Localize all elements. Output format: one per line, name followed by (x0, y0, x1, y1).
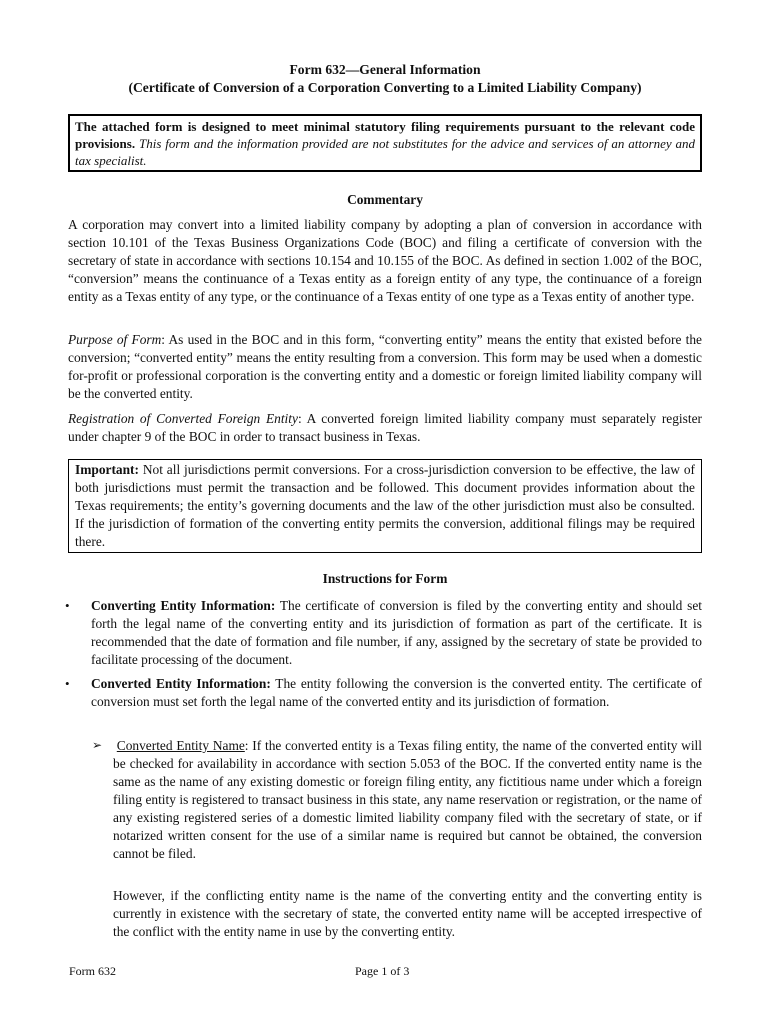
bullet-icon: • (65, 676, 70, 691)
form-title (68, 61, 702, 97)
instruction-bullet-converting (65, 597, 703, 669)
purpose-text: : As used in the BOC and in this form, “converting entity” means the entity that existed before the conversion; “converted entity” means the entity resulting from a conversion. This form may be used when a domestic for-profit or professional corporation is the converting entity and a domestic or foreign limited liability company will be the converted entity. (68, 332, 702, 401)
notice-italic-text: This form and the information provided are not substitutes for the advice and services of an attorney and tax specialist. (75, 136, 695, 168)
notice-box (68, 114, 702, 172)
bullet-icon: • (65, 598, 70, 613)
form-title-line1: Form 632—General Information (289, 62, 481, 77)
notice-bold-text: The attached form is designed to meet minimal statutory filing requirements pursuant to the relevant code provisions. (75, 119, 695, 151)
footer-page-number: Page 1 of 3 (355, 964, 410, 978)
converting-entity-text: The certificate of conversion is filed by the converting entity and should set forth the legal name of the converting entity and its jurisdiction of formation as part of the certificate. It is recommended that the date of formation and file number, if any, assigned by the secretary of state be provided to facilitate processing of the document. (91, 598, 703, 667)
arrow-bullet-icon: ➢ (92, 738, 103, 752)
converted-entity-name-label: Converted Entity Name (116, 738, 245, 753)
instruction-bullet-converted (65, 675, 702, 711)
converted-entity-label: Converted Entity Information: (91, 676, 271, 691)
conflict-exception-text: However, if the conflicting entity name is the name of the converting entity and the converting entity is currently in existence with the secretary of state, the converted entity name will be accepted irrespective of the conflict with the entity name in use by the converting entity. (113, 888, 702, 939)
important-text: Not all jurisdictions permit conversions. For a cross-jurisdiction conversion to be effective, the law of both jurisdictions must permit the transaction and be followed. This document provides information about the Texas requirements; the entity’s governing documents and the law of the other jurisdiction must also be consulted. If the jurisdiction of formation of the converting entity permits the conversion, additional filings may be required there. (75, 462, 695, 549)
registration-label: Registration of Converted Foreign Entity (68, 411, 298, 426)
purpose-label: Purpose of Form (68, 332, 162, 347)
commentary-paragraph-1: A corporation may convert into a limited liability company by adopting a plan of conversion in accordance with section 10.101 of the Texas Business Organizations Code (BOC) and filing a certificate of conversion with the secretary of state in accordance with sections 10.154 and 10.155 of the BOC. As defined in section 1.002 of the BOC, “conversion” means the continuance of a Texas entity as a foreign entity of any type, the continuance of a foreign entity as a Texas entity of any type, or the continuance of a Texas entity of one type as a Texas entity of another type. (68, 217, 702, 304)
converted-entity-text: The entity following the conversion is the converted entity. The certificate of conversion must set forth the legal name of the converted entity and its jurisdiction of formation. (91, 676, 702, 709)
important-box (68, 459, 702, 553)
important-label: Important: (75, 462, 139, 477)
converted-entity-name-text: : If the converted entity is a Texas filing entity, the name of the converted entity will be checked for availability in accordance with section 5.053 of the BOC. If the converted entity name is the same as the name of any existing domestic or foreign filing entity, any fictitious name under which a foreign filing entity is registered to transact business in this state, any name reservation or registration, or the name of any existing registered series of a domestic limited liability company filed with the secretary of state, or if notarized written consent for the use of a similar name is required but cannot be obtained, the conversion cannot be filed. (113, 738, 702, 861)
form-title-line2: (Certificate of Conversion of a Corporation Converting to a Limited Liability Company) (128, 80, 642, 95)
commentary-heading: Commentary (347, 192, 423, 207)
converted-entity-name-note (113, 887, 702, 941)
converting-entity-label: Converting Entity Information: (91, 598, 276, 613)
footer-form-number: Form 632 (69, 964, 117, 978)
registration-text: : A converted foreign limited liability company must separately register under chapter 9 of the BOC in order to transact business in Texas. (68, 411, 702, 444)
converted-entity-name-item (92, 737, 702, 863)
commentary-paragraph-purpose (68, 331, 702, 403)
commentary-paragraph-registration (68, 410, 702, 446)
instructions-heading: Instructions for Form (322, 571, 448, 586)
